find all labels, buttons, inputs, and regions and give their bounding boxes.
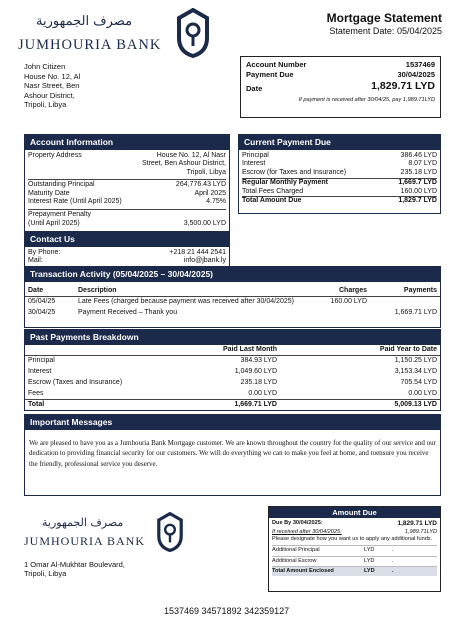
messages-body: We are pleased to have you as a Jumhouria Bank Mortgage customer. We are known throughout the country for the quality of our service and our dedication to providing financial security for our customers. We will do everything we can to make you feel at home, and toensure you receive the friendly, professional service you deserve. xyxy=(29,438,436,468)
coupon-item-label: Additional Escrow xyxy=(272,557,317,564)
property-value: House No. 12, Al Nasr xyxy=(156,151,226,159)
property-label: Property Address xyxy=(28,151,82,159)
property-value: Tripoli, Libya xyxy=(186,169,226,177)
past-ytd: 5,009.13 LYD xyxy=(394,401,437,409)
messages-section xyxy=(24,414,441,496)
coupon-item-label: Additional Principal xyxy=(272,547,320,554)
outstanding-label: Outstanding Principal xyxy=(28,180,95,188)
past-label: Fees xyxy=(28,389,44,397)
customer-address-line: Nasr Street, Ben xyxy=(24,81,80,91)
footer-bank-name-arabic: مصرف الجمهورية xyxy=(42,516,124,529)
messages-title: Important Messages xyxy=(25,415,440,430)
customer-name: John Citizen xyxy=(24,62,66,71)
coupon-note: Please designate how you want us to apply any additional funds. xyxy=(272,536,433,543)
col-description: Description xyxy=(78,286,117,294)
tx-date: 05/04/25 xyxy=(28,298,56,306)
outstanding-value: 264,776.43 LYD xyxy=(175,180,226,188)
coupon-late-value: 1,989.71LYD xyxy=(404,528,437,535)
footer-address xyxy=(24,560,125,579)
col-payments: Payments xyxy=(403,286,437,294)
current-due-label: Escrow (for Taxes and Insurance) xyxy=(242,169,347,177)
col-paid-last-month: Paid Last Month xyxy=(222,345,277,353)
past-last-month: 1,669.71 LYD xyxy=(234,401,277,409)
current-due-value: 1,669.7 LYD xyxy=(398,178,437,186)
transactions-table xyxy=(25,286,440,319)
late-note: If payment is received after 30/04/25, pay 1,989.71LYD xyxy=(298,96,435,103)
col-date: Date xyxy=(28,286,44,294)
footer-address-line: Tripoli, Libya xyxy=(24,569,67,579)
coupon-item-currency: LYD xyxy=(364,567,375,574)
past-payments-table xyxy=(25,345,440,412)
coupon-due-label: Due By 30/04/2025: xyxy=(272,520,323,527)
transactions-title: Transaction Activity (05/04/2025 – 30/04/2025) xyxy=(25,267,440,282)
coupon-item-label: Total Amount Enclosed xyxy=(272,567,334,574)
email-address[interactable]: info@jbank.ly xyxy=(183,257,226,265)
coupon-item-row[interactable] xyxy=(272,545,437,555)
current-due-value: 8.07 LYD xyxy=(408,160,437,168)
interest-rate-label: Interest Rate (Until April 2025) xyxy=(28,198,122,206)
past-payment-row xyxy=(25,378,440,389)
account-info-title: Account Information xyxy=(25,135,229,150)
bank-name-arabic: مصرف الجمهورية xyxy=(36,14,133,29)
mail-label: Mail: xyxy=(28,257,43,265)
tx-date: 30/04/25 xyxy=(28,309,56,317)
past-ytd: 705.54 LYD xyxy=(400,378,437,386)
tx-charges: 160.00 LYD xyxy=(330,298,367,306)
current-due-row xyxy=(242,188,437,197)
col-paid-ytd: Paid Year to Date xyxy=(379,345,437,353)
current-due-row xyxy=(242,160,437,169)
prepay-value: 3,500.00 LYD xyxy=(183,219,226,227)
amount-due: 1,829.71 LYD xyxy=(371,79,435,92)
past-label: Total xyxy=(28,401,45,409)
coupon-item-value[interactable]: . xyxy=(392,557,394,564)
current-due-label: Total Fees Charged xyxy=(242,187,304,195)
current-due-label: Regular Monthly Payment xyxy=(242,178,328,186)
transaction-row xyxy=(25,297,440,308)
statement-date: 05/04/2025 xyxy=(396,26,442,36)
phone-number[interactable]: +218 21 444 2541 xyxy=(169,248,226,256)
coupon-due-value: 1,829.71 LYD xyxy=(397,520,437,528)
past-label: Principal xyxy=(28,357,55,365)
coupon-item-currency: LYD xyxy=(364,557,375,564)
coupon-item-row[interactable] xyxy=(272,556,437,566)
current-due-label: Principal xyxy=(242,151,269,159)
past-ytd: 1,150.25 LYD xyxy=(394,357,437,365)
contact-section xyxy=(24,231,230,267)
phone-label: By Phone: xyxy=(28,248,61,256)
code-line: 1537469 34571892 342359127 xyxy=(164,606,290,616)
maturity-value: April 2025 xyxy=(194,189,226,197)
current-due-label: Total Amount Due xyxy=(242,197,302,205)
prepay-label: Prepayment Penalty xyxy=(28,211,92,219)
footer-address-line: 1 Omar Al-Mukhtar Boulevard, xyxy=(24,560,125,569)
payment-coupon xyxy=(268,506,441,592)
customer-address xyxy=(24,62,80,110)
past-payment-row xyxy=(25,400,440,411)
current-due-value: 1,829.7 LYD xyxy=(398,197,437,205)
past-last-month: 235.18 LYD xyxy=(240,378,277,386)
account-number: 1537469 xyxy=(405,60,435,69)
past-last-month: 0.00 LYD xyxy=(248,389,277,397)
coupon-late-label: If received after 30/04/2025: xyxy=(272,528,342,535)
bank-emblem-icon xyxy=(176,8,210,58)
current-due-section xyxy=(238,134,441,214)
past-ytd: 0.00 LYD xyxy=(408,389,437,397)
account-info-section xyxy=(24,134,230,232)
past-last-month: 1,049.60 LYD xyxy=(234,368,277,376)
current-due-row xyxy=(242,178,437,188)
tx-payments: 1,669.71 LYD xyxy=(394,309,437,317)
past-payments-section xyxy=(24,329,441,411)
footer-emblem-icon xyxy=(156,512,184,552)
statement-header xyxy=(327,11,442,37)
prepay-period: (Until April 2025) xyxy=(28,219,80,227)
contact-title: Contact Us xyxy=(25,232,229,247)
coupon-item-currency: LYD xyxy=(364,547,375,554)
customer-address-line: Tripoli, Libya xyxy=(24,100,67,110)
col-label xyxy=(25,345,190,356)
customer-address-line: Ashour District, xyxy=(24,90,75,100)
coupon-item-value[interactable]: . xyxy=(392,547,394,554)
maturity-label: Maturity Date xyxy=(28,189,70,197)
past-payment-row xyxy=(25,389,440,400)
coupon-title: Amount Due xyxy=(269,507,440,518)
statement-date-label: Statement Date: xyxy=(329,26,395,36)
tx-description: Late Fees (charged because payment was received after 30/04/2025) xyxy=(78,298,294,306)
payment-due-label: Payment Due xyxy=(246,70,294,80)
payment-due-date: 30/04/2025 xyxy=(397,70,435,80)
property-address-row xyxy=(28,152,226,178)
past-label: Escrow (Taxes and Insurance) xyxy=(28,378,123,386)
tx-description: Payment Received – Thank you xyxy=(78,309,178,317)
interest-rate-value: 4.75% xyxy=(206,198,226,206)
account-number-label: Account Number xyxy=(246,60,307,69)
past-payments-title: Past Payments Breakdown xyxy=(25,330,440,345)
customer-address-line: House No. 12, Al xyxy=(24,71,81,81)
past-label: Interest xyxy=(28,368,52,376)
summary-box xyxy=(240,56,441,118)
coupon-item-row[interactable] xyxy=(272,566,437,576)
current-due-label: Interest xyxy=(242,160,266,168)
current-due-value: 386.46 LYD xyxy=(400,151,437,159)
property-value: Street, Ben Ashour District, xyxy=(141,160,226,168)
col-charges: Charges xyxy=(338,286,367,294)
current-due-row xyxy=(242,169,437,178)
current-due-value: 160.00 LYD xyxy=(400,187,437,195)
amount-date-label: Date xyxy=(246,83,263,93)
transactions-section xyxy=(24,266,441,328)
statement-title: Mortgage Statement xyxy=(326,11,442,25)
current-due-row xyxy=(242,152,437,161)
tx-payments xyxy=(370,297,440,308)
transaction-row xyxy=(25,308,440,319)
bank-name-english: JUMHOURIA BANK xyxy=(18,37,162,53)
past-payment-row xyxy=(25,367,440,378)
tx-charges xyxy=(308,308,370,319)
coupon-item-value[interactable]: . xyxy=(392,567,394,574)
past-last-month: 384.93 LYD xyxy=(240,357,277,365)
current-due-value: 235.18 LYD xyxy=(400,169,437,177)
past-payment-row xyxy=(25,356,440,367)
footer-bank-name-english: JUMHOURIA BANK xyxy=(24,534,146,548)
past-ytd: 3,153.34 LYD xyxy=(394,368,437,376)
current-due-row xyxy=(242,196,437,206)
current-due-title: Current Payment Due xyxy=(239,135,440,150)
